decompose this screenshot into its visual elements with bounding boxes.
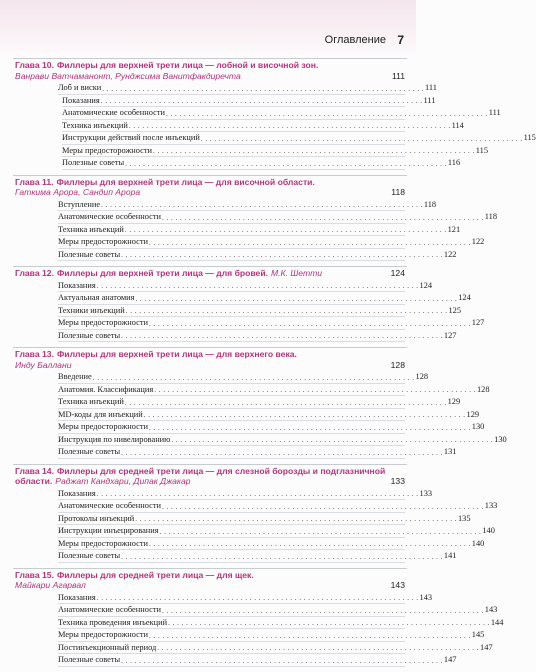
toc-entry-label: MD-коды для инъекций — [58, 409, 143, 419]
toc-entry[interactable] — [58, 617, 504, 630]
dot-leader: . . . . . . . . . . . . . . . . . . . . . . . . . . . . . . . . . . . . . . . . . . . . . . . . . . . . . . . . . . . . . . . . . . . . . . . . — [171, 436, 494, 444]
toc-entry-page: 124 — [458, 293, 471, 302]
toc-entry[interactable] — [62, 95, 436, 108]
dot-leader: . . . . . . . . . . . . . . . . . . . . . . . . . . . . . . . . . . . . . . . . . . . . . . . . . . . . . . . . . . . . . . . . . . . . . . . . — [143, 411, 466, 419]
toc-entry[interactable] — [58, 396, 461, 409]
toc-entry-page: 111 — [488, 108, 501, 117]
entry-list — [0, 280, 485, 343]
chapter-number: Глава 11. — [15, 176, 54, 187]
dot-leader: . . . . . . . . . . . . . . . . . . . . . . . . . . . . . . . . . . . . . . . . . . . . . . . . . . . . . . . . . . . . . . . . . . . . . . . . — [121, 656, 443, 665]
toc-entry-label: Постинъекционный период — [58, 642, 157, 652]
toc-entry-page: 114 — [451, 120, 464, 130]
toc-entry[interactable] — [58, 211, 498, 224]
chapter-authors: Раджат Кандхари, Дипак Джакар — [55, 476, 191, 486]
chapter-title: Филлеры для верхней трети лица — для бровей. — [56, 268, 268, 278]
toc-entry[interactable] — [58, 249, 457, 262]
toc-entry-label: Меры предосторожности — [58, 422, 149, 431]
dot-leader: . . . . . . . . . . . . . . . . . . . . . . . . . . . . . . . . . . . . . . . . . . . . . . . . . . . . . . . . . . . . . . . . . . . . . . . . — [100, 97, 423, 105]
chapter-section — [0, 58, 536, 175]
toc-entry-label: Анатомические особенности — [58, 501, 161, 510]
dot-leader: . . . . . . . . . . . . . . . . . . . . . . . . . . . . . . . . . . . . . . . . . . . . . . . . . . . . . . . . . . . . . . . . . . . . . . . . — [157, 644, 480, 652]
toc-entry-label: Меры предосторожности — [58, 318, 149, 327]
toc-entry-page: 124 — [419, 280, 433, 290]
toc-entry[interactable] — [58, 550, 457, 563]
toc-entry-page: 147 — [443, 655, 457, 664]
toc-entry-label: Инструкция по нивелированию — [58, 434, 171, 444]
toc-entry[interactable] — [58, 280, 433, 293]
dot-leader: . . . . . . . . . . . . . . . . . . . . . . . . . . . . . . . . . . . . . . . . . . . . . . . . . . . . . . . . . . . . . . . . . . . . . . . . — [121, 448, 443, 457]
toc-entry-label: Показания — [58, 592, 96, 602]
toc-entry[interactable] — [58, 525, 495, 538]
header-title: Оглавление — [324, 34, 386, 46]
toc-entry-page: 141 — [443, 551, 457, 560]
toc-entry-page: 122 — [443, 249, 457, 259]
toc-entry-label: Техника инъекций — [62, 120, 128, 130]
toc-entry[interactable] — [58, 500, 498, 513]
toc-entry-label: Показания — [58, 280, 96, 290]
toc-entry-label: Полезные советы — [62, 158, 125, 167]
chapter-page-number: 143 — [390, 580, 405, 590]
dot-leader: . . . . . . . . . . . . . . . . . . . . . . . . . . . . . . . . . . . . . . . . . . . . . . . . . . . . . . . . . . . . . . . . . . . . . . . . — [149, 319, 471, 328]
toc-entry-page: 130 — [494, 434, 507, 444]
dot-leader: . . . . . . . . . . . . . . . . . . . . . . . . . . . . . . . . . . . . . . . . . . . . . . . . . . . . . . . . . . . . . . . . . . . . . . . . — [96, 282, 419, 290]
chapter-heading[interactable] — [0, 464, 416, 487]
dot-leader: . . . . . . . . . . . . . . . . . . . . . . . . . . . . . . . . . . . . . . . . . . . . . . . . . . . . . . . . . . . . . . . . . . . . . . . . — [121, 552, 443, 561]
toc-entry[interactable] — [58, 642, 493, 655]
chapter-number: Глава 14. — [15, 465, 54, 476]
toc-entry[interactable] — [58, 199, 437, 212]
toc-entry-page: 115 — [523, 133, 536, 142]
toc-entry[interactable] — [58, 409, 480, 422]
toc-entry[interactable] — [58, 434, 507, 447]
toc-entry-page: 118 — [423, 199, 437, 209]
chapter-section — [0, 568, 504, 672]
chapter-section — [0, 464, 498, 568]
toc-entry-label: Меры предосторожности — [62, 145, 153, 155]
dot-leader: . . . . . . . . . . . . . . . . . . . . . . . . . . . . . . . . . . . . . . . . . . . . . . . . . . . . . . . . . . . . . . . . . . . . . . . . — [149, 540, 471, 548]
dot-leader: . . . . . . . . . . . . . . . . . . . . . . . . . . . . . . . . . . . . . . . . . . . . . . . . . . . . . . . . . . . . . . . . . . . . . . . . — [168, 619, 490, 627]
dot-leader: . . . . . . . . . . . . . . . . . . . . . . . . . . . . . . . . . . . . . . . . . . . . . . . . . . . . . . . . . . . . . . . . . . . . . . . . — [166, 109, 488, 118]
dot-leader: . . . . . . . . . . . . . . . . . . . . . . . . . . . . . . . . . . . . . . . . . . . . . . . . . . . . . . . . . . . . . . . . . . . . . . . . — [162, 213, 484, 222]
chapter-heading[interactable] — [0, 58, 416, 81]
toc-entry-label: Техники инъекций — [58, 305, 125, 315]
toc-entry-label: Актуальная анатомия — [58, 293, 135, 302]
chapter-authors: Гаткима Арора, Сандип Арора — [15, 187, 141, 197]
toc-entry-label: Инструкции инъецирования — [58, 526, 159, 535]
toc-entry[interactable] — [58, 592, 433, 605]
chapter-page-number: 111 — [391, 70, 405, 81]
dot-leader: . . . . . . . . . . . . . . . . . . . . . . . . . . . . . . . . . . . . . . . . . . . . . . . . . . . . . . . . . . . . . . . . . . . . . . . . — [153, 147, 475, 155]
toc-entry[interactable] — [58, 604, 498, 617]
entry-list — [0, 371, 507, 459]
toc-entry[interactable] — [58, 384, 490, 397]
toc-entry-page: 122 — [471, 237, 485, 246]
chapter-heading[interactable] — [0, 175, 416, 198]
dot-leader: . . . . . . . . . . . . . . . . . . . . . . . . . . . . . . . . . . . . . . . . . . . . . . . . . . . . . . . . . . . . . . . . . . . . . . . . — [149, 423, 471, 432]
toc-entry-label: Полезные советы — [58, 447, 121, 456]
toc-entry-page: 130 — [471, 422, 485, 431]
toc-entry-label: Полезные советы — [58, 249, 121, 259]
chapter-spacer — [0, 667, 416, 672]
dot-leader: . . . . . . . . . . . . . . . . . . . . . . . . . . . . . . . . . . . . . . . . . . . . . . . . . . . . . . . . . . . . . . . . . . . . . . . . — [121, 332, 443, 340]
chapter-title: Филлеры для средней трети лица — для слезной борозды и подглазничной области. — [15, 465, 386, 486]
dot-leader: . . . . . . . . . . . . . . . . . . . . . . . . . . . . . . . . . . . . . . . . . . . . . . . . . . . . . . . . . . . . . . . . . . . . . . . . — [154, 386, 476, 394]
toc-entry[interactable] — [62, 107, 501, 120]
chapter-number: Глава 12. — [15, 268, 54, 278]
entry-list — [0, 199, 498, 262]
toc-entry-page: 118 — [484, 212, 498, 221]
toc-entry-label: Анатомия. Классификация — [58, 384, 154, 394]
chapter-title: Филлеры для верхней трети лица — для верхнего века. — [56, 349, 297, 359]
chapter-section — [0, 347, 507, 464]
chapter-heading[interactable] — [0, 347, 416, 370]
chapter-heading[interactable] — [0, 266, 416, 279]
chapter-page-number: 133 — [390, 476, 405, 486]
table-of-contents — [0, 58, 536, 672]
toc-entry[interactable] — [58, 330, 457, 343]
toc-entry[interactable] — [58, 513, 471, 526]
toc-entry[interactable] — [58, 371, 429, 384]
toc-entry-page: 144 — [490, 617, 504, 627]
chapter-title: Филлеры для верхней трети лица — лобной и височной зон. — [56, 60, 319, 70]
toc-entry[interactable] — [58, 292, 471, 305]
toc-entry[interactable] — [58, 317, 485, 330]
toc-entry-label: Показания — [62, 95, 100, 105]
dot-leader: . . . . . . . . . . . . . . . . . . . . . . . . . . . . . . . . . . . . . . . . . . . . . . . . . . . . . . . . . . . . . . . . . . . . . . . . — [96, 490, 419, 498]
dot-leader: . . . . . . . . . . . . . . . . . . . . . . . . . . . . . . . . . . . . . . . . . . . . . . . . . . . . . . . . . . . . . . . . . . . . . . . . — [124, 226, 447, 234]
toc-entry-page: 127 — [471, 318, 485, 327]
toc-entry-page: 140 — [482, 526, 495, 535]
chapter-authors: Ванрави Ватчаманонт, Рунджсима Ванитфакдиречта — [15, 70, 241, 81]
toc-entry-label: Вступление — [58, 199, 101, 209]
dot-leader: . . . . . . . . . . . . . . . . . . . . . . . . . . . . . . . . . . . . . . . . . . . . . . . . . . . . . . . . . . . . . . . . . . . . . . . . — [162, 606, 484, 615]
dot-leader: . . . . . . . . . . . . . . . . . . . . . . . . . . . . . . . . . . . . . . . . . . . . . . . . . . . . . . . . . . . . . . . . . . . . . . . . — [135, 294, 458, 303]
toc-entry-label: Меры предосторожности — [58, 630, 149, 639]
chapter-title: Филлеры для верхней трети лица — для височной области. — [56, 176, 315, 187]
chapter-page-number: 128 — [390, 359, 405, 370]
toc-entry[interactable] — [58, 538, 485, 551]
toc-entry-label: Анатомические особенности — [58, 212, 161, 221]
chapter-number: Глава 10. — [15, 60, 54, 70]
toc-entry-page: 140 — [471, 538, 485, 548]
toc-entry-label: Протоколы инъекций — [58, 513, 135, 523]
chapter-authors: Инду Баллани — [15, 359, 72, 370]
toc-entry-page: 128 — [415, 372, 429, 381]
toc-entry-page: 143 — [419, 592, 433, 602]
toc-entry-page: 128 — [476, 384, 490, 394]
dot-leader: . . . . . . . . . . . . . . . . . . . . . . . . . . . . . . . . . . . . . . . . . . . . . . . . . . . . . . . . . . . . . . . . . . . . . . . . — [135, 515, 457, 523]
dot-leader: . . . . . . . . . . . . . . . . . . . . . . . . . . . . . . . . . . . . . . . . . . . . . . . . . . . . . . . . . . . . . . . . . . . . . . . . — [159, 527, 482, 536]
toc-entry-page: 133 — [484, 501, 498, 510]
toc-entry-page: 125 — [448, 305, 462, 315]
dot-leader: . . . . . . . . . . . . . . . . . . . . . . . . . . . . . . . . . . . . . . . . . . . . . . . . . . . . . . . . . . . . . . . . . . . . . . . . — [125, 159, 447, 168]
entry-list — [0, 488, 498, 563]
toc-entry-page: 147 — [480, 642, 493, 652]
chapter-section — [0, 175, 498, 267]
page-number: 7 — [397, 33, 404, 47]
dot-leader: . . . . . . . . . . . . . . . . . . . . . . . . . . . . . . . . . . . . . . . . . . . . . . . . . . . . . . . . . . . . . . . . . . . . . . . . — [149, 238, 471, 247]
toc-entry-page: 143 — [484, 605, 498, 614]
dot-leader: . . . . . . . . . . . . . . . . . . . . . . . . . . . . . . . . . . . . . . . . . . . . . . . . . . . . . . . . . . . . . . . . . . . . . . . . — [101, 201, 423, 209]
toc-entry-page: 131 — [443, 447, 457, 456]
dot-leader: . . . . . . . . . . . . . . . . . . . . . . . . . . . . . . . . . . . . . . . . . . . . . . . . . . . . . . . . . . . . . . . . . . . . . . . . — [102, 84, 425, 93]
page-header — [0, 0, 416, 58]
dot-leader: . . . . . . . . . . . . . . . . . . . . . . . . . . . . . . . . . . . . . . . . . . . . . . . . . . . . . . . . . . . . . . . . . . . . . . . . — [92, 373, 415, 382]
chapter-section — [0, 266, 485, 347]
dot-leader: . . . . . . . . . . . . . . . . . . . . . . . . . . . . . . . . . . . . . . . . . . . . . . . . . . . . . . . . . . . . . . . . . . . . . . . . — [200, 134, 523, 143]
toc-entry-label: Инструкции действий после инъекций — [62, 133, 200, 142]
chapter-number: Глава 15. — [15, 569, 54, 580]
dot-leader: . . . . . . . . . . . . . . . . . . . . . . . . . . . . . . . . . . . . . . . . . . . . . . . . . . . . . . . . . . . . . . . . . . . . . . . . — [124, 398, 447, 407]
toc-entry[interactable] — [58, 446, 457, 459]
toc-entry-page: 133 — [419, 488, 433, 498]
toc-entry-page: 111 — [423, 95, 436, 105]
chapter-page-number: 118 — [391, 187, 405, 197]
toc-entry[interactable] — [58, 236, 485, 249]
toc-entry-page: 111 — [425, 83, 437, 92]
toc-entry-page: 145 — [471, 630, 485, 639]
toc-entry-label: Техника проведения инъекций — [58, 617, 168, 627]
toc-entry[interactable] — [62, 145, 489, 158]
chapter-number: Глава 13. — [15, 349, 54, 359]
toc-entry-page: 116 — [447, 158, 461, 167]
chapter-page-number: 124 — [390, 268, 405, 278]
toc-entry-page: 129 — [466, 409, 480, 419]
toc-entry-page: 115 — [475, 145, 489, 155]
toc-entry[interactable] — [58, 82, 437, 95]
toc-entry[interactable] — [62, 157, 461, 170]
toc-entry-page: 127 — [443, 330, 457, 340]
toc-entry-label: Анатомические особенности — [62, 108, 165, 117]
toc-entry-label: Лоб и виски — [58, 83, 102, 92]
toc-entry-label: Техника инъекций — [58, 224, 124, 234]
toc-entry[interactable] — [58, 488, 433, 501]
entry-list — [0, 82, 536, 170]
toc-entry[interactable] — [58, 654, 457, 667]
toc-entry-label: Техника инъекций — [58, 397, 124, 406]
dot-leader: . . . . . . . . . . . . . . . . . . . . . . . . . . . . . . . . . . . . . . . . . . . . . . . . . . . . . . . . . . . . . . . . . . . . . . . . — [149, 631, 471, 640]
toc-entry-label: Полезные советы — [58, 655, 121, 664]
chapter-heading[interactable] — [0, 568, 416, 591]
toc-entry-label: Полезные советы — [58, 330, 121, 340]
dot-leader: . . . . . . . . . . . . . . . . . . . . . . . . . . . . . . . . . . . . . . . . . . . . . . . . . . . . . . . . . . . . . . . . . . . . . . . . — [121, 251, 443, 259]
dot-leader: . . . . . . . . . . . . . . . . . . . . . . . . . . . . . . . . . . . . . . . . . . . . . . . . . . . . . . . . . . . . . . . . . . . . . . . . — [162, 502, 484, 511]
toc-entry[interactable] — [58, 421, 485, 434]
toc-entry-label: Полезные советы — [58, 551, 121, 560]
toc-entry[interactable] — [58, 224, 461, 237]
toc-entry-page: 135 — [457, 513, 471, 523]
toc-entry[interactable] — [62, 120, 464, 133]
toc-entry-label: Введение — [58, 372, 92, 381]
toc-entry-label: Меры предосторожности — [58, 538, 149, 548]
dot-leader: . . . . . . . . . . . . . . . . . . . . . . . . . . . . . . . . . . . . . . . . . . . . . . . . . . . . . . . . . . . . . . . . . . . . . . . . — [125, 307, 448, 315]
chapter-authors: Майкари Агарвал — [15, 580, 86, 590]
toc-entry[interactable] — [58, 305, 462, 318]
toc-entry-label: Анатомические особенности — [58, 605, 161, 614]
toc-entry[interactable] — [62, 132, 536, 145]
entry-list — [0, 592, 504, 667]
toc-entry-page: 129 — [447, 397, 461, 406]
chapter-title: Филлеры для средней трети лица — для щек. — [56, 569, 254, 580]
toc-entry-label: Меры предосторожности — [58, 237, 149, 246]
toc-entry[interactable] — [58, 629, 485, 642]
chapter-authors: М.К. Шетти — [271, 268, 323, 278]
toc-entry-page: 121 — [447, 224, 461, 234]
dot-leader: . . . . . . . . . . . . . . . . . . . . . . . . . . . . . . . . . . . . . . . . . . . . . . . . . . . . . . . . . . . . . . . . . . . . . . . . — [96, 594, 419, 602]
toc-entry-label: Показания — [58, 488, 96, 498]
dot-leader: . . . . . . . . . . . . . . . . . . . . . . . . . . . . . . . . . . . . . . . . . . . . . . . . . . . . . . . . . . . . . . . . . . . . . . . . — [128, 122, 451, 130]
